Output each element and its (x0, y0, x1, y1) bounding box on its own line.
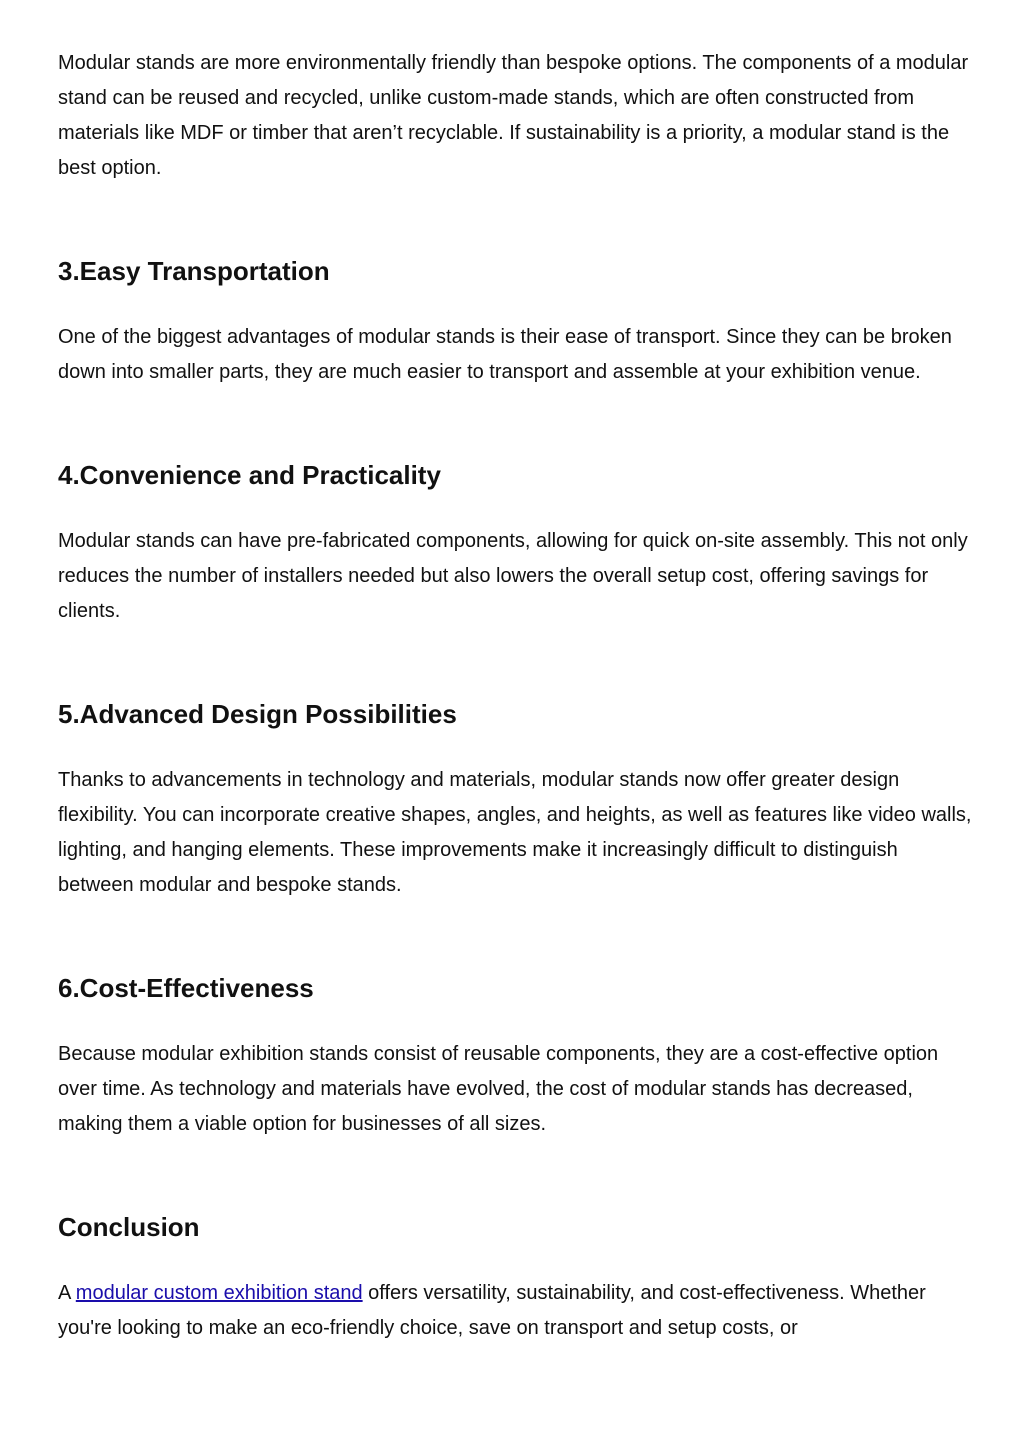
section-heading: 5.Advanced Design Possibilities (58, 699, 457, 729)
section-paragraph: One of the biggest advantages of modular stands is their ease of transport. Since they can be broken down into smaller parts, they are much easier to transport and assemble at your exhibition venue. (58, 326, 952, 383)
section-paragraph: Because modular exhibition stands consist of reusable components, they are a cost-effective option over time. As technology and materials have evolved, the cost of modular stands has decreased, making them a viable option for businesses of all sizes. (58, 1043, 939, 1135)
spacer (58, 1142, 978, 1211)
spacer (58, 186, 978, 255)
document-page (58, 46, 978, 1346)
section-heading: 6.Cost-Effectiveness (58, 973, 314, 1003)
conclusion-paragraph (58, 1276, 978, 1346)
spacer (58, 1004, 978, 1037)
spacer (58, 1243, 978, 1276)
section-advanced-design (58, 698, 978, 972)
conclusion-suffix: offers versatility, sustainability, and cost-effectiveness. Whether you're looking to make an eco-friendly choice, save on transport and setup costs, or (58, 1282, 926, 1339)
spacer (58, 903, 978, 972)
section-paragraph: Thanks to advancements in technology and materials, modular stands now offer greater design flexibility. You can incorporate creative shapes, angles, and heights, as well as features like video walls, lighting, and hanging elements. These improvements make it increasingly difficult to distinguish between modular and bespoke stands. (58, 769, 972, 896)
section-paragraph: Modular stands can have pre-fabricated components, allowing for quick on-site assembly. This not only reduces the number of installers needed but also lowers the overall setup cost, offering savings for clients. (58, 530, 968, 622)
conclusion-heading: Conclusion (58, 1212, 200, 1242)
section-convenience-practicality (58, 459, 978, 698)
spacer (58, 730, 978, 763)
spacer (58, 629, 978, 698)
spacer (58, 287, 978, 320)
spacer (58, 491, 978, 524)
intro-paragraph: Modular stands are more environmentally friendly than bespoke options. The components of a modular stand can be reused and recycled, unlike custom-made stands, which are often constructed from materials like MDF or timber that aren’t recyclable. If sustainability is a priority, a modular stand is the best option. (58, 52, 969, 179)
section-heading: 4.Convenience and Practicality (58, 460, 441, 490)
section-conclusion (58, 1211, 978, 1346)
section-heading: 3.Easy Transportation (58, 256, 330, 286)
conclusion-prefix: A (58, 1282, 76, 1304)
modular-stand-link[interactable]: modular custom exhibition stand (75, 1282, 363, 1304)
section-easy-transportation (58, 255, 978, 459)
section-cost-effectiveness (58, 972, 978, 1211)
spacer (58, 390, 978, 459)
